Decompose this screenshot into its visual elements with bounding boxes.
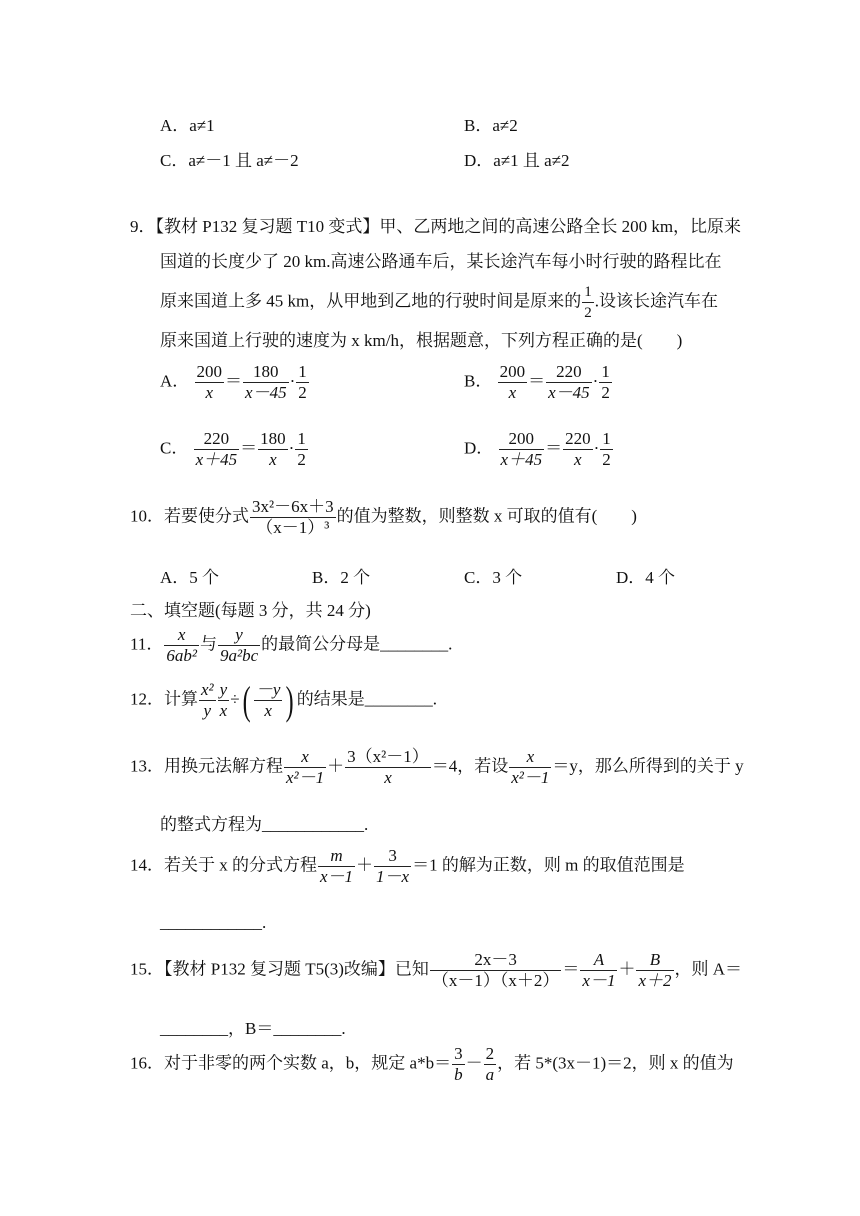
q12-n2: y [219, 680, 228, 699]
q10-numerator: 3x²－6x＋3 [252, 497, 334, 516]
q9-line-2: 国道的长度少了 20 km.高速公路通车后，某长途汽车每小时行驶的路程比在 [160, 252, 722, 271]
q9-line-3 [160, 282, 718, 323]
q10-option-c: C．3 个 [464, 568, 523, 587]
q14-line-2: ____________. [160, 913, 267, 932]
q16-n1: 3 [454, 1044, 463, 1063]
q9-option-c-label: C． [160, 438, 189, 458]
q9-option-b-label: B． [464, 371, 493, 391]
q16-post: ，若 5*(3x－1)＝2，则 x 的值为 [497, 1053, 734, 1073]
q9-c-n3: 1 [297, 429, 306, 448]
q12-n1: x² [201, 680, 214, 699]
q10-pre: 10．若要使分式 [130, 506, 249, 526]
q9-d-d2: x [574, 450, 582, 469]
q9-c-d3: 2 [297, 450, 306, 469]
q14-n2: 3 [374, 846, 411, 867]
q13-d3: x²－1 [511, 768, 550, 787]
q10-option-d: D．4 个 [616, 568, 676, 587]
q13-d2: x [384, 768, 392, 787]
q9-d-n2: 220 [565, 429, 591, 448]
q9-a-d1: x [205, 383, 214, 402]
q10-option-b: B．2 个 [312, 568, 371, 587]
q14-d1: x－1 [320, 867, 354, 886]
q13 [130, 747, 744, 788]
q8-option-b: B．a≠2 [464, 116, 518, 135]
q11-post: 的最简公分母是________. [261, 634, 453, 654]
q12-d2: x [219, 701, 228, 720]
q11 [130, 625, 452, 666]
q15-post: ，则 A＝ [674, 959, 743, 979]
q12-pre: 12．计算 [130, 689, 198, 709]
q9-a-n3: 1 [298, 362, 307, 381]
q16-d2: a [485, 1065, 495, 1084]
q13-line-2: 的整式方程为____________. [160, 815, 369, 834]
q15-line-2: ________，B＝________. [160, 1019, 346, 1038]
q12: 12．计算 $\frac{\text{x²}}{y}$ $\frac{y}{x}$ ÷( $\frac{-y}{x}$ ) 的结果是________. [130, 677, 437, 723]
q16-d1: b [454, 1065, 463, 1084]
q12-post: 的结果是________. [296, 689, 437, 709]
q9-c-d2: x [269, 450, 277, 469]
q9-option-d: D． $\frac{200}{x+45}$ ＝ $\frac{220}{x}$ · $\frac{1}{2}$ [464, 429, 611, 469]
q15-d1: （x－1）（x＋2） [431, 971, 560, 990]
q13-plus: ＋ [327, 756, 345, 776]
q8-option-a: A．a≠1 [160, 116, 215, 135]
q9-line-3-post: .设该长途汽车在 [594, 291, 718, 311]
q12-divide: ÷ [230, 689, 240, 709]
q13-d1: x²－1 [286, 768, 325, 787]
q11-n1: x [164, 625, 199, 646]
q14 [130, 846, 685, 887]
q11-pre: 11． [130, 634, 164, 654]
q14-plus: ＋ [356, 855, 374, 875]
q11-d1: 6ab² [166, 646, 197, 665]
q9-b-d3: 2 [601, 383, 610, 402]
q15-n1: 2x－3 [430, 950, 562, 971]
q9-b-n3: 1 [601, 362, 610, 381]
q15-n3: B [636, 950, 673, 971]
q9-a-d2: x－45 [245, 383, 287, 402]
q12-n3: －y [255, 680, 281, 699]
q16-minus: － [465, 1053, 483, 1073]
q8-option-c: C．a≠－1 且 a≠－2 [160, 151, 299, 170]
q9-line-1: 9．【教材 P132 复习题 T10 变式】甲、乙两地之间的高速公路全长 200 km，比原来 [130, 217, 742, 236]
q9-option-a: A． $\frac{200}{x}$ ＝ $\frac{180}{x-45}$ · $\frac{1}{2}$ [160, 362, 307, 402]
q9-option-a-label: A． [160, 371, 190, 391]
q15-d2: x－1 [582, 971, 616, 990]
q11-mid: 与 [199, 634, 217, 654]
q15-n2: A [580, 950, 617, 971]
q16-n2: 2 [485, 1044, 495, 1063]
q9-d-d1: x＋45 [500, 450, 543, 469]
section-2-heading: 二、填空题(每题 3 分，共 24 分) [130, 601, 371, 620]
q15-eq: ＝ [562, 959, 580, 979]
q9-a-d3: 2 [298, 383, 307, 402]
q9-d-d3: 2 [602, 450, 611, 469]
q9-b-d2: x－45 [548, 383, 590, 402]
q9-d-n3: 1 [602, 429, 611, 448]
q14-d2: 1－x [376, 867, 410, 886]
q13-n3: x [509, 747, 551, 768]
q15-plus: ＋ [618, 959, 636, 979]
q9-half-num: 1 [582, 282, 594, 303]
q15-pre: 15．【教材 P132 复习题 T5(3)改编】已知 [130, 959, 429, 979]
q14-post: ＝1 的解为正数，则 m 的取值范围是 [412, 855, 685, 875]
q10-post: 的值为整数，则整数 x 可取的值有( ) [336, 506, 637, 526]
q15 [130, 950, 742, 991]
q11-d2: 9a²bc [219, 646, 259, 665]
q9-half-den: 2 [584, 305, 592, 321]
q15-d3: x＋2 [638, 971, 672, 990]
q14-pre: 14．若关于 x 的分式方程 [130, 855, 317, 875]
q14-n1: m [318, 846, 355, 867]
q10-stem [130, 497, 637, 538]
q9-a-n2: 180 [243, 362, 289, 383]
q13-mid: ＝4，若设 [431, 756, 509, 776]
q9-c-n1: 220 [194, 429, 240, 450]
q9-c-d1: x＋45 [195, 450, 238, 469]
q9-c-n2: 180 [260, 429, 286, 448]
q13-post: ＝y，那么所得到的关于 y [552, 756, 744, 776]
q9-b-n2: 220 [546, 362, 592, 383]
q9-half-fraction [582, 282, 594, 323]
q9-d-n1: 200 [499, 429, 545, 450]
q9-b-d1: x [508, 383, 517, 402]
q9-option-c: C． $\frac{220}{x+45}$ ＝ $\frac{180}{x}$ · $\frac{1}{2}$ [160, 429, 306, 469]
q16-pre: 16．对于非零的两个实数 a，b，规定 a*b＝ [130, 1053, 452, 1073]
q11-n2: y [218, 625, 260, 646]
q13-n1: x [284, 747, 326, 768]
q9-line-4: 原来国道上行驶的速度为 x km/h，根据题意，下列方程正确的是( ) [160, 331, 683, 350]
q9-b-n1: 200 [499, 362, 526, 381]
q10-denominator: （x－1）³ [256, 518, 330, 537]
q16 [130, 1044, 734, 1085]
q13-n2: 3（x²－1） [347, 747, 429, 766]
q9-option-d-label: D． [464, 438, 494, 458]
q10-option-a: A．5 个 [160, 568, 220, 587]
q13-pre: 13．用换元法解方程 [130, 756, 283, 776]
q9-option-b: B． $\frac{200}{x}$ ＝ $\frac{220}{x-45}$ · $\frac{1}{2}$ [464, 362, 610, 402]
q12-d1: y [203, 701, 212, 720]
q9-line-3-pre: 原来国道上多 45 km，从甲地到乙地的行驶时间是原来的 [160, 291, 582, 311]
q9-a-n1: 200 [196, 362, 223, 381]
q12-d3: x [264, 701, 272, 720]
q8-option-d: D．a≠1 且 a≠2 [464, 151, 570, 170]
